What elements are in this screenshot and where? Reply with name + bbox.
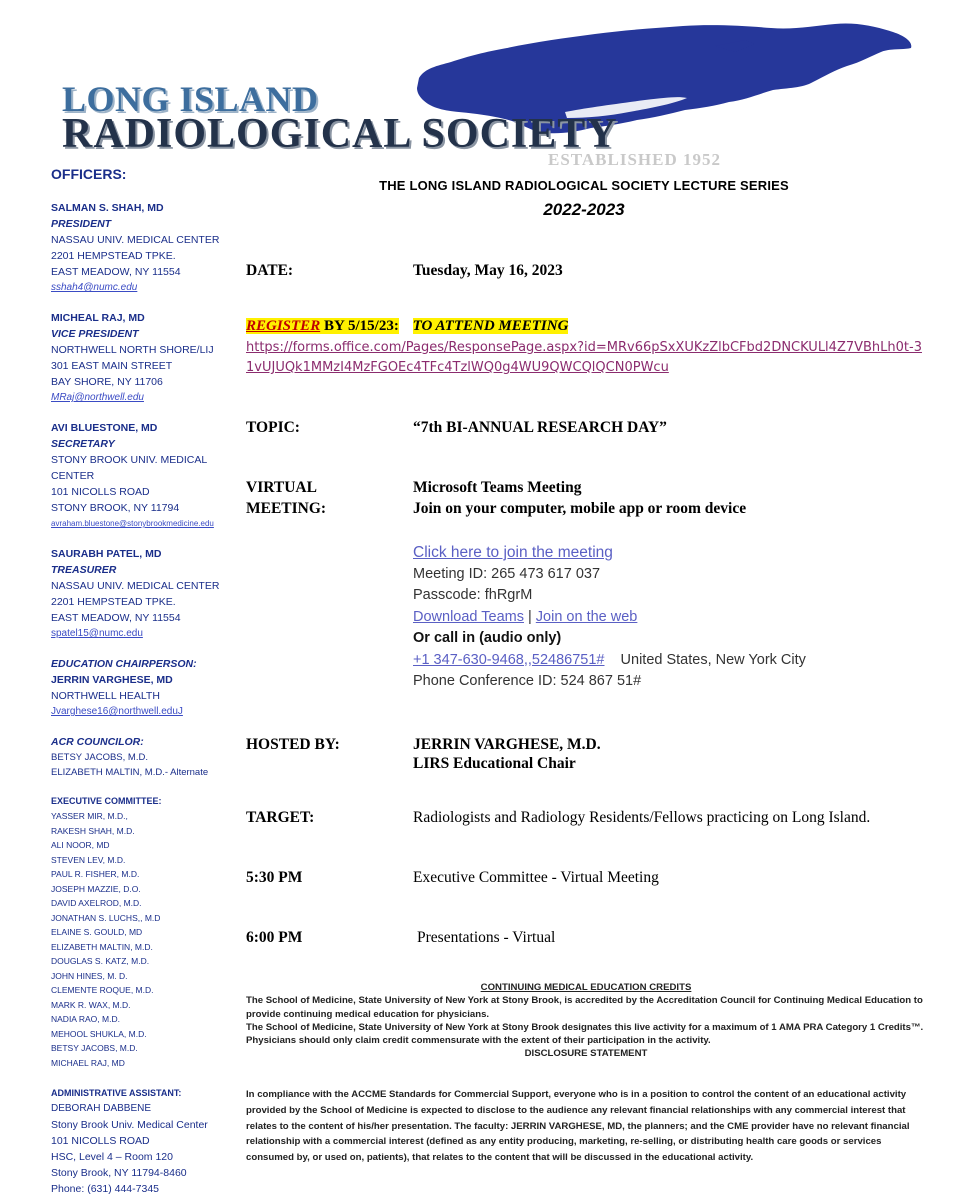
officer-name: AVI BLUESTONE, MD <box>51 422 158 434</box>
officer-email-link[interactable]: MRaj@northwell.edu <box>51 392 144 403</box>
register-attend: TO ATTEND MEETING <box>412 318 569 334</box>
target-value: Radiologists and Radiology Residents/Fellows practicing on Long Island. <box>413 809 871 826</box>
officer-vice-president <box>51 310 236 406</box>
join-meeting-link[interactable]: Click here to join the meeting <box>413 544 613 561</box>
disclosure-heading: DISCLOSURE STATEMENT <box>524 1048 648 1060</box>
officer-title: PRESIDENT <box>51 218 112 230</box>
meeting-label: MEETING: <box>246 500 327 517</box>
executive-member: JONATHAN S. LUCHS,, M.D <box>51 912 161 923</box>
acr-title: ACR COUNCILOR: <box>51 736 144 748</box>
virtual-label: VIRTUAL <box>246 479 317 496</box>
executive-member: ELIZABETH MALTIN, M.D. <box>51 941 153 952</box>
register-deadline: BY 5/15/23: <box>320 318 399 334</box>
executive-member: STEVEN LEV, M.D. <box>51 854 126 865</box>
lecture-series-year: 2022-2023 <box>543 200 625 219</box>
officer-address: EAST MEADOW, NY 11554 <box>51 266 181 278</box>
executive-member: DOUGLAS S. KATZ, M.D. <box>51 956 150 966</box>
admin-line: Stony Brook, NY 11794-8460 <box>51 1167 187 1179</box>
officer-address: NASSAU UNIV. MEDICAL CENTER <box>51 580 220 592</box>
officer-email-link[interactable]: sshah4@numc.edu <box>51 282 138 293</box>
executive-member: MICHAEL RAJ, MD <box>51 1057 125 1068</box>
host-name: JERRIN VARGHESE, M.D. <box>413 736 601 753</box>
executive-member: PAUL R. FISHER, M.D. <box>51 869 140 879</box>
cme-paragraph: The School of Medicine, State University of New York at Stony Brook designates this live activity for a maximum of 1 AMA PRA Category 1 Credits™. Physicians should only claim credit commensurate with the extent of their participation in the activity. <box>246 1021 924 1047</box>
officer-address: 101 NICOLLS ROAD <box>51 486 150 498</box>
admin-line: Phone: (631) 444-7345 <box>51 1183 159 1195</box>
join-web-link[interactable]: Join on the web <box>535 608 638 625</box>
executive-member: RAKESH SHAH, M.D. <box>51 825 135 836</box>
link-separator: | <box>523 608 536 625</box>
officers-heading: OFFICERS: <box>51 166 127 182</box>
education-chairperson <box>51 656 236 720</box>
education-name: JERRIN VARGHESE, MD <box>51 674 173 686</box>
acr-councilor <box>51 734 236 780</box>
officer-address: EAST MEADOW, NY 11554 <box>51 612 181 624</box>
officer-address: CENTER <box>51 470 95 482</box>
executive-member: DAVID AXELROD, M.D. <box>51 898 142 908</box>
officer-address: STONY BROOK, NY 11794 <box>51 502 180 514</box>
teams-meeting-subtitle: Join on your computer, mobile app or room device <box>413 500 747 517</box>
registration-link[interactable]: https://forms.office.com/Pages/ResponsePage.aspx?id=MRv66pSxXUKzZlbCFbd2DNCKULl4Z7VBhLh0t-31vUJUQk1MMzI4MzFGOEc4TFc4TzlWQ0g4WU9QWCQlQCN0PWcu <box>246 340 922 375</box>
phone-conference-id: Phone Conference ID: 524 867 51# <box>413 673 642 689</box>
acr-member: BETSY JACOBS, M.D. <box>51 752 148 763</box>
admin-title: ADMINISTRATIVE ASSISTANT: <box>51 1088 182 1098</box>
officer-president <box>51 200 236 296</box>
cme-heading: CONTINUING MEDICAL EDUCATION CREDITS <box>480 982 692 993</box>
target-label: TARGET: <box>246 809 315 826</box>
cme-paragraph: The School of Medicine, State University of New York at Stony Brook, is accredited by the Accreditation Council for Continuing Medical Education to provide continuing medical education for physicians. <box>246 995 923 1020</box>
admin-line: DEBORAH DABBENE <box>51 1103 152 1114</box>
register-line <box>246 318 568 335</box>
register-word: REGISTER <box>246 318 321 334</box>
officer-title: SECRETARY <box>51 438 115 450</box>
cme-credits-section <box>246 981 926 1061</box>
officer-address: STONY BROOK UNIV. MEDICAL <box>51 454 208 466</box>
acr-member: ELIZABETH MALTIN, M.D.- Alternate <box>51 767 209 778</box>
lecture-series-title: THE LONG ISLAND RADIOLOGICAL SOCIETY LECTURE SERIES <box>379 178 789 193</box>
meeting-passcode: Passcode: fhRgrM <box>413 587 533 603</box>
officer-address: NASSAU UNIV. MEDICAL CENTER <box>51 234 220 246</box>
time-label-600: 6:00 PM <box>246 929 303 946</box>
teams-meeting-details <box>413 542 806 693</box>
officer-secretary <box>51 420 236 532</box>
executive-member: JOSEPH MAZZIE, D.O. <box>51 883 141 894</box>
phone-location: United States, New York City <box>620 651 806 668</box>
teams-meeting-title: Microsoft Teams Meeting <box>413 479 582 496</box>
download-teams-link[interactable]: Download Teams <box>413 608 524 625</box>
disclosure-statement: In compliance with the ACCME Standards for Commercial Support, everyone who is in a position to control the content of an educational activity provided by the School of Medicine is expected to disclose to the audience any relevant financial relationships with any commercial interest that relates to the content of his/her presentation. The faculty: JERRIN VARGHESE, MD, the planners; and the CME provider have no relevant financial relationship with a commercial interest (defined as any entity producing, marketing, re-selling, or distributing health care goods or services consumed by, or used on, patients), that relates to the content that will be discussed in the educational activity. <box>246 1089 910 1164</box>
host-title: LIRS Educational Chair <box>413 755 576 772</box>
logo-title-line2: RADIOLOGICAL SOCIETY <box>62 111 618 157</box>
executive-member: NADIA RAO, M.D. <box>51 1014 120 1024</box>
admin-line: 101 NICOLLS ROAD <box>51 1135 150 1147</box>
officer-address: 2201 HEMPSTEAD TPKE. <box>51 250 176 262</box>
officer-name: SAURABH PATEL, MD <box>51 548 162 560</box>
executive-member: ELAINE S. GOULD, MD <box>51 927 143 937</box>
officer-address: BAY SHORE, NY 11706 <box>51 376 163 388</box>
admin-line: Stony Brook Univ. Medical Center <box>51 1119 208 1131</box>
time-label-530: 5:30 PM <box>246 869 303 886</box>
officers-sidebar <box>51 166 236 1200</box>
executive-committee <box>51 794 236 1070</box>
officer-treasurer <box>51 546 236 642</box>
logo-established: ESTABLISHED 1952 <box>548 150 721 169</box>
meeting-id: Meeting ID: 265 473 617 037 <box>413 565 601 582</box>
date-value: Tuesday, May 16, 2023 <box>413 262 563 279</box>
phone-number-link[interactable]: +1 347-630-9468,,52486751# <box>413 651 605 668</box>
officer-email-link[interactable]: avraham.bluestone@stonybrookmedicine.edu <box>51 519 214 528</box>
education-organization: NORTHWELL HEALTH <box>51 690 160 702</box>
topic-label: TOPIC: <box>246 419 300 436</box>
executive-member: MEHOOL SHUKLA, M.D. <box>51 1028 147 1039</box>
officer-name: SALMAN S. SHAH, MD <box>51 202 164 214</box>
executive-committee-session: Executive Committee - Virtual Meeting <box>413 869 659 886</box>
education-email-link[interactable]: Jvarghese16@northwell.eduJ <box>51 706 183 717</box>
executive-member: CLEMENTE ROQUE, M.D. <box>51 985 154 995</box>
officer-address: 2201 HEMPSTEAD TPKE. <box>51 596 176 608</box>
officer-title: TREASURER <box>51 564 117 576</box>
officer-name: MICHEAL RAJ, MD <box>51 312 145 324</box>
executive-member: BETSY JACOBS, M.D. <box>51 1043 138 1053</box>
call-in-heading: Or call in (audio only) <box>413 630 562 646</box>
hosted-by-label: HOSTED BY: <box>246 736 340 753</box>
officer-address: NORTHWELL NORTH SHORE/LIJ <box>51 344 214 356</box>
administrative-assistant <box>51 1086 236 1197</box>
executive-title: EXECUTIVE COMMITTEE: <box>51 796 162 806</box>
education-title: EDUCATION CHAIRPERSON: <box>51 658 197 670</box>
executive-member: YASSER MIR, M.D., <box>51 811 128 821</box>
executive-member: ALI NOOR, MD <box>51 840 110 850</box>
date-label: DATE: <box>246 262 294 279</box>
officer-address: 301 EAST MAIN STREET <box>51 360 173 372</box>
presentations-session: Presentations - Virtual <box>417 929 556 946</box>
executive-member: JOHN HINES, M. D. <box>51 970 128 981</box>
officer-title: VICE PRESIDENT <box>51 328 139 340</box>
topic-value: “7th BI-ANNUAL RESEARCH DAY” <box>413 419 667 436</box>
admin-line: HSC, Level 4 – Room 120 <box>51 1151 173 1163</box>
executive-member: MARK R. WAX, M.D. <box>51 999 131 1010</box>
officer-email-link[interactable]: spatel15@numc.edu <box>51 628 143 639</box>
logo-title-line1: LONG ISLAND <box>62 79 319 119</box>
